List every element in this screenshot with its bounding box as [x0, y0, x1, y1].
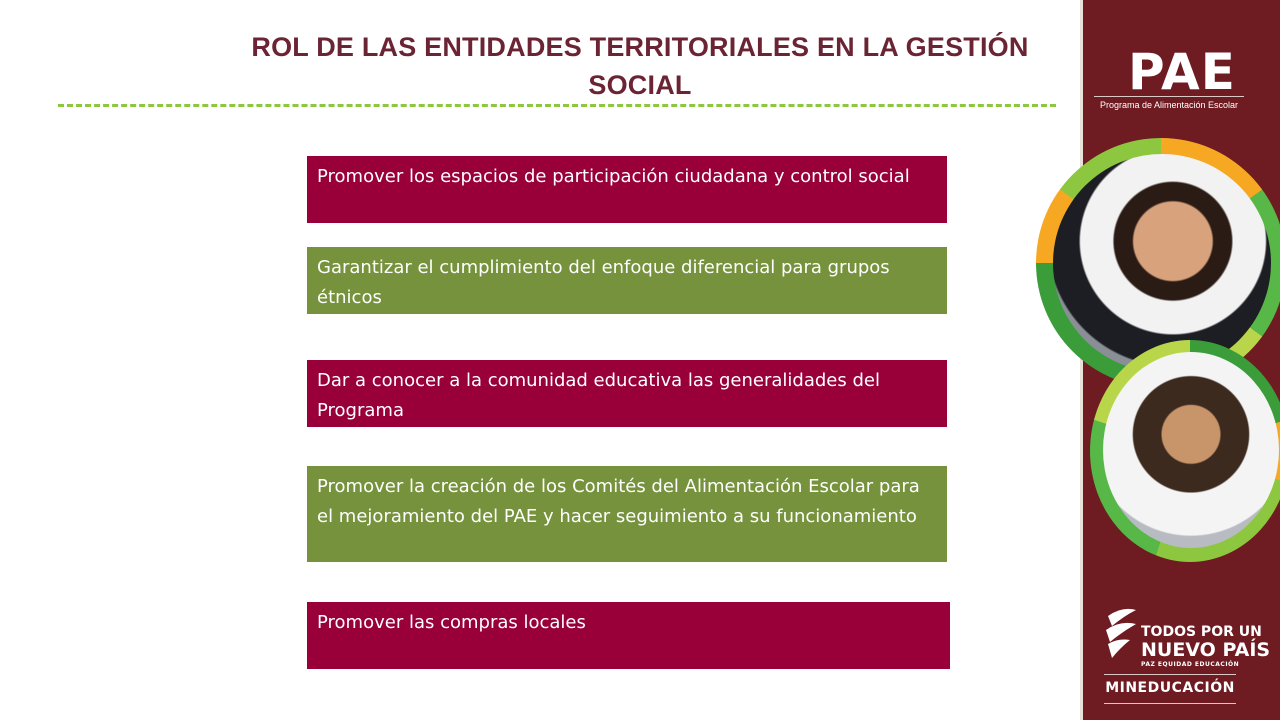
pae-logo-subtitle: Programa de Alimentación Escolar: [1094, 96, 1244, 111]
gov-slogan-line1: TODOS POR UN: [1141, 624, 1262, 640]
role-item-ethnic-focus: Garantizar el cumplimiento del enfoque diferencial para grupos étnicos: [307, 247, 947, 314]
ministry-name: MINEDUCACIÓN: [1105, 680, 1235, 696]
slide-title: ROL DE LAS ENTIDADES TERRITORIALES EN LA GESTIÓN SOCIAL: [251, 32, 1029, 100]
title-divider: [58, 104, 1056, 107]
pae-logo: PAE: [1128, 43, 1236, 101]
role-item-committees: Promover la creación de los Comités del Alimentación Escolar para el mejoramiento del PAE y hacer seguimiento a su funcionamiento: [307, 466, 947, 562]
photo-child-eating: [1103, 352, 1279, 548]
ministry-rule-bottom: [1104, 703, 1236, 704]
gov-flag-icon: [1104, 606, 1138, 660]
role-item-participation: Promover los espacios de participación ciudadana y control social: [307, 156, 947, 223]
gov-slogan-line3: PAZ EQUIDAD EDUCACIÓN: [1141, 661, 1240, 668]
role-item-local-purchases: Promover las compras locales: [307, 602, 950, 669]
ministry-rule-top: [1104, 674, 1236, 675]
gov-slogan-line2: NUEVO PAÍS: [1141, 639, 1271, 661]
role-item-program-awareness: Dar a conocer a la comunidad educativa las generalidades del Programa: [307, 360, 947, 427]
photo-smiling-girl: [1053, 154, 1271, 372]
gov-slogan: [1141, 624, 1270, 670]
